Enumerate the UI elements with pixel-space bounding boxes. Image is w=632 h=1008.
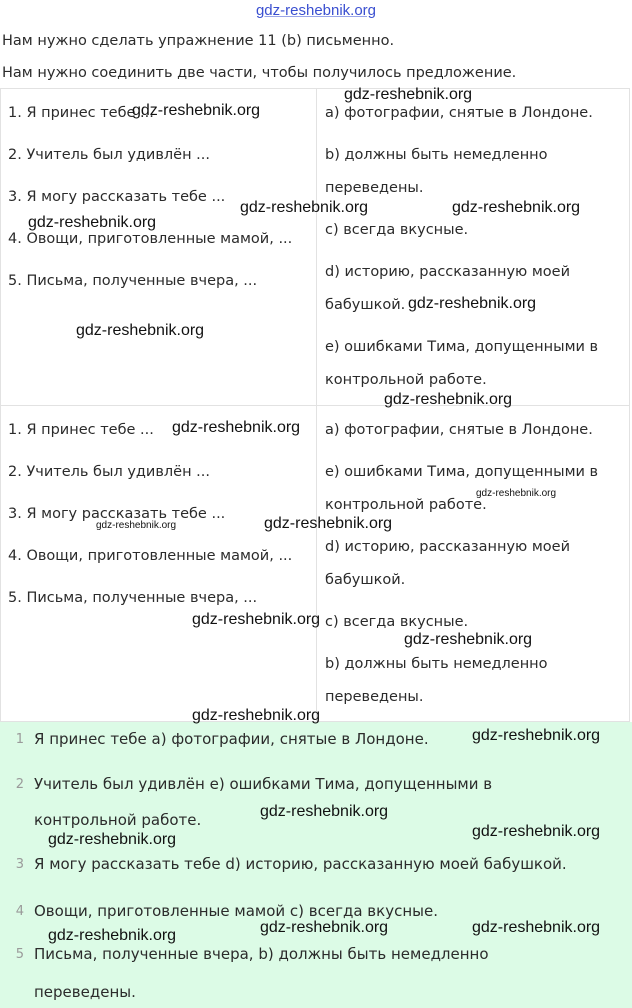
watermark: gdz-reshebnik.org [192, 707, 321, 724]
watermark: gdz-reshebnik.org [472, 919, 601, 936]
right-item: контрольной работе. [325, 372, 487, 388]
right-item: переведены. [325, 180, 424, 196]
watermark: gdz-reshebnik.org [260, 803, 389, 820]
left-item: 3. Я могу рассказать тебе ... [8, 189, 226, 205]
answer-line: Я принес тебе a) фотографии, снятые в Лондоне. [34, 730, 429, 748]
answer-line: Письма, полученные вчера, b) должны быть немедленно [34, 945, 489, 963]
left-item: 2. Учитель был удивлён ... [8, 147, 211, 163]
watermark: gdz-reshebnik.org [476, 488, 557, 499]
watermark: gdz-reshebnik.org [172, 419, 301, 436]
watermark: gdz-reshebnik.org [48, 831, 177, 848]
answer-number: 1 [15, 732, 24, 747]
column-divider [316, 406, 317, 721]
answer-number: 2 [15, 777, 24, 792]
watermark: gdz-reshebnik.org [48, 927, 177, 944]
left-item: 2. Учитель был удивлён ... [8, 464, 211, 480]
left-item: 4. Овощи, приготовленные мамой, ... [8, 231, 293, 247]
intro-line-1: Нам нужно сделать упражнение 11 (b) письменно. [2, 33, 395, 49]
watermark: gdz-reshebnik.org [240, 199, 369, 216]
watermark: gdz-reshebnik.org [384, 391, 513, 408]
watermark: gdz-reshebnik.org [264, 515, 393, 532]
right-item: d) историю, рассказанную моей [325, 539, 571, 555]
right-item: b) должны быть немедленно [325, 147, 548, 163]
right-item: a) фотографии, снятые в Лондоне. [325, 105, 593, 121]
column-divider [316, 89, 317, 405]
right-item: d) историю, рассказанную моей [325, 264, 571, 280]
site-header[interactable]: gdz-reshebnik.org [255, 2, 377, 19]
watermark: gdz-reshebnik.org [472, 727, 601, 744]
right-item: a) фотографии, снятые в Лондоне. [325, 422, 593, 438]
answer-line: Я могу рассказать тебе d) историю, рассказанную моей бабушкой. [34, 855, 567, 873]
watermark: gdz-reshebnik.org [260, 919, 389, 936]
watermark: gdz-reshebnik.org [132, 102, 261, 119]
answer-number: 5 [15, 947, 24, 962]
left-item: 5. Письма, полученные вчера, ... [8, 590, 258, 606]
watermark: gdz-reshebnik.org [96, 520, 177, 531]
left-item: 1. Я принес тебе ... [8, 105, 154, 121]
right-item: бабушкой. [325, 572, 406, 588]
right-item: контрольной работе. [325, 497, 487, 513]
answer-number: 4 [15, 904, 24, 919]
right-item: c) всегда вкусные. [325, 614, 469, 630]
intro-line-2: Нам нужно соединить две части, чтобы получилось предложение. [2, 65, 517, 81]
right-item: переведены. [325, 689, 424, 705]
right-item: b) должны быть немедленно [325, 656, 548, 672]
answer-line: контрольной работе. [34, 811, 202, 829]
watermark: gdz-reshebnik.org [76, 322, 205, 339]
left-item: 5. Письма, полученные вчера, ... [8, 273, 258, 289]
answer-line: Овощи, приготовленные мамой c) всегда вкусные. [34, 902, 438, 920]
watermark: gdz-reshebnik.org [472, 823, 601, 840]
watermark: gdz-reshebnik.org [452, 199, 581, 216]
answer-line: Учитель был удивлён e) ошибками Тима, допущенными в [34, 775, 493, 793]
watermark: gdz-reshebnik.org [404, 631, 533, 648]
answer-line: переведены. [34, 983, 136, 1001]
watermark: gdz-reshebnik.org [28, 214, 157, 231]
answers-block [0, 722, 632, 1008]
right-item: e) ошибками Тима, допущенными в [325, 339, 599, 355]
left-item: 4. Овощи, приготовленные мамой, ... [8, 548, 293, 564]
matching-table-1 [0, 88, 630, 406]
watermark: gdz-reshebnik.org [408, 295, 537, 312]
right-item: c) всегда вкусные. [325, 222, 469, 238]
answer-number: 3 [15, 857, 24, 872]
left-item: 3. Я могу рассказать тебе ... [8, 506, 226, 522]
left-item: 1. Я принес тебе ... [8, 422, 154, 438]
matching-table-2 [0, 405, 630, 722]
watermark: gdz-reshebnik.org [344, 86, 473, 103]
right-item: e) ошибками Тима, допущенными в [325, 464, 599, 480]
right-item: бабушкой. [325, 297, 406, 313]
watermark: gdz-reshebnik.org [192, 611, 321, 628]
